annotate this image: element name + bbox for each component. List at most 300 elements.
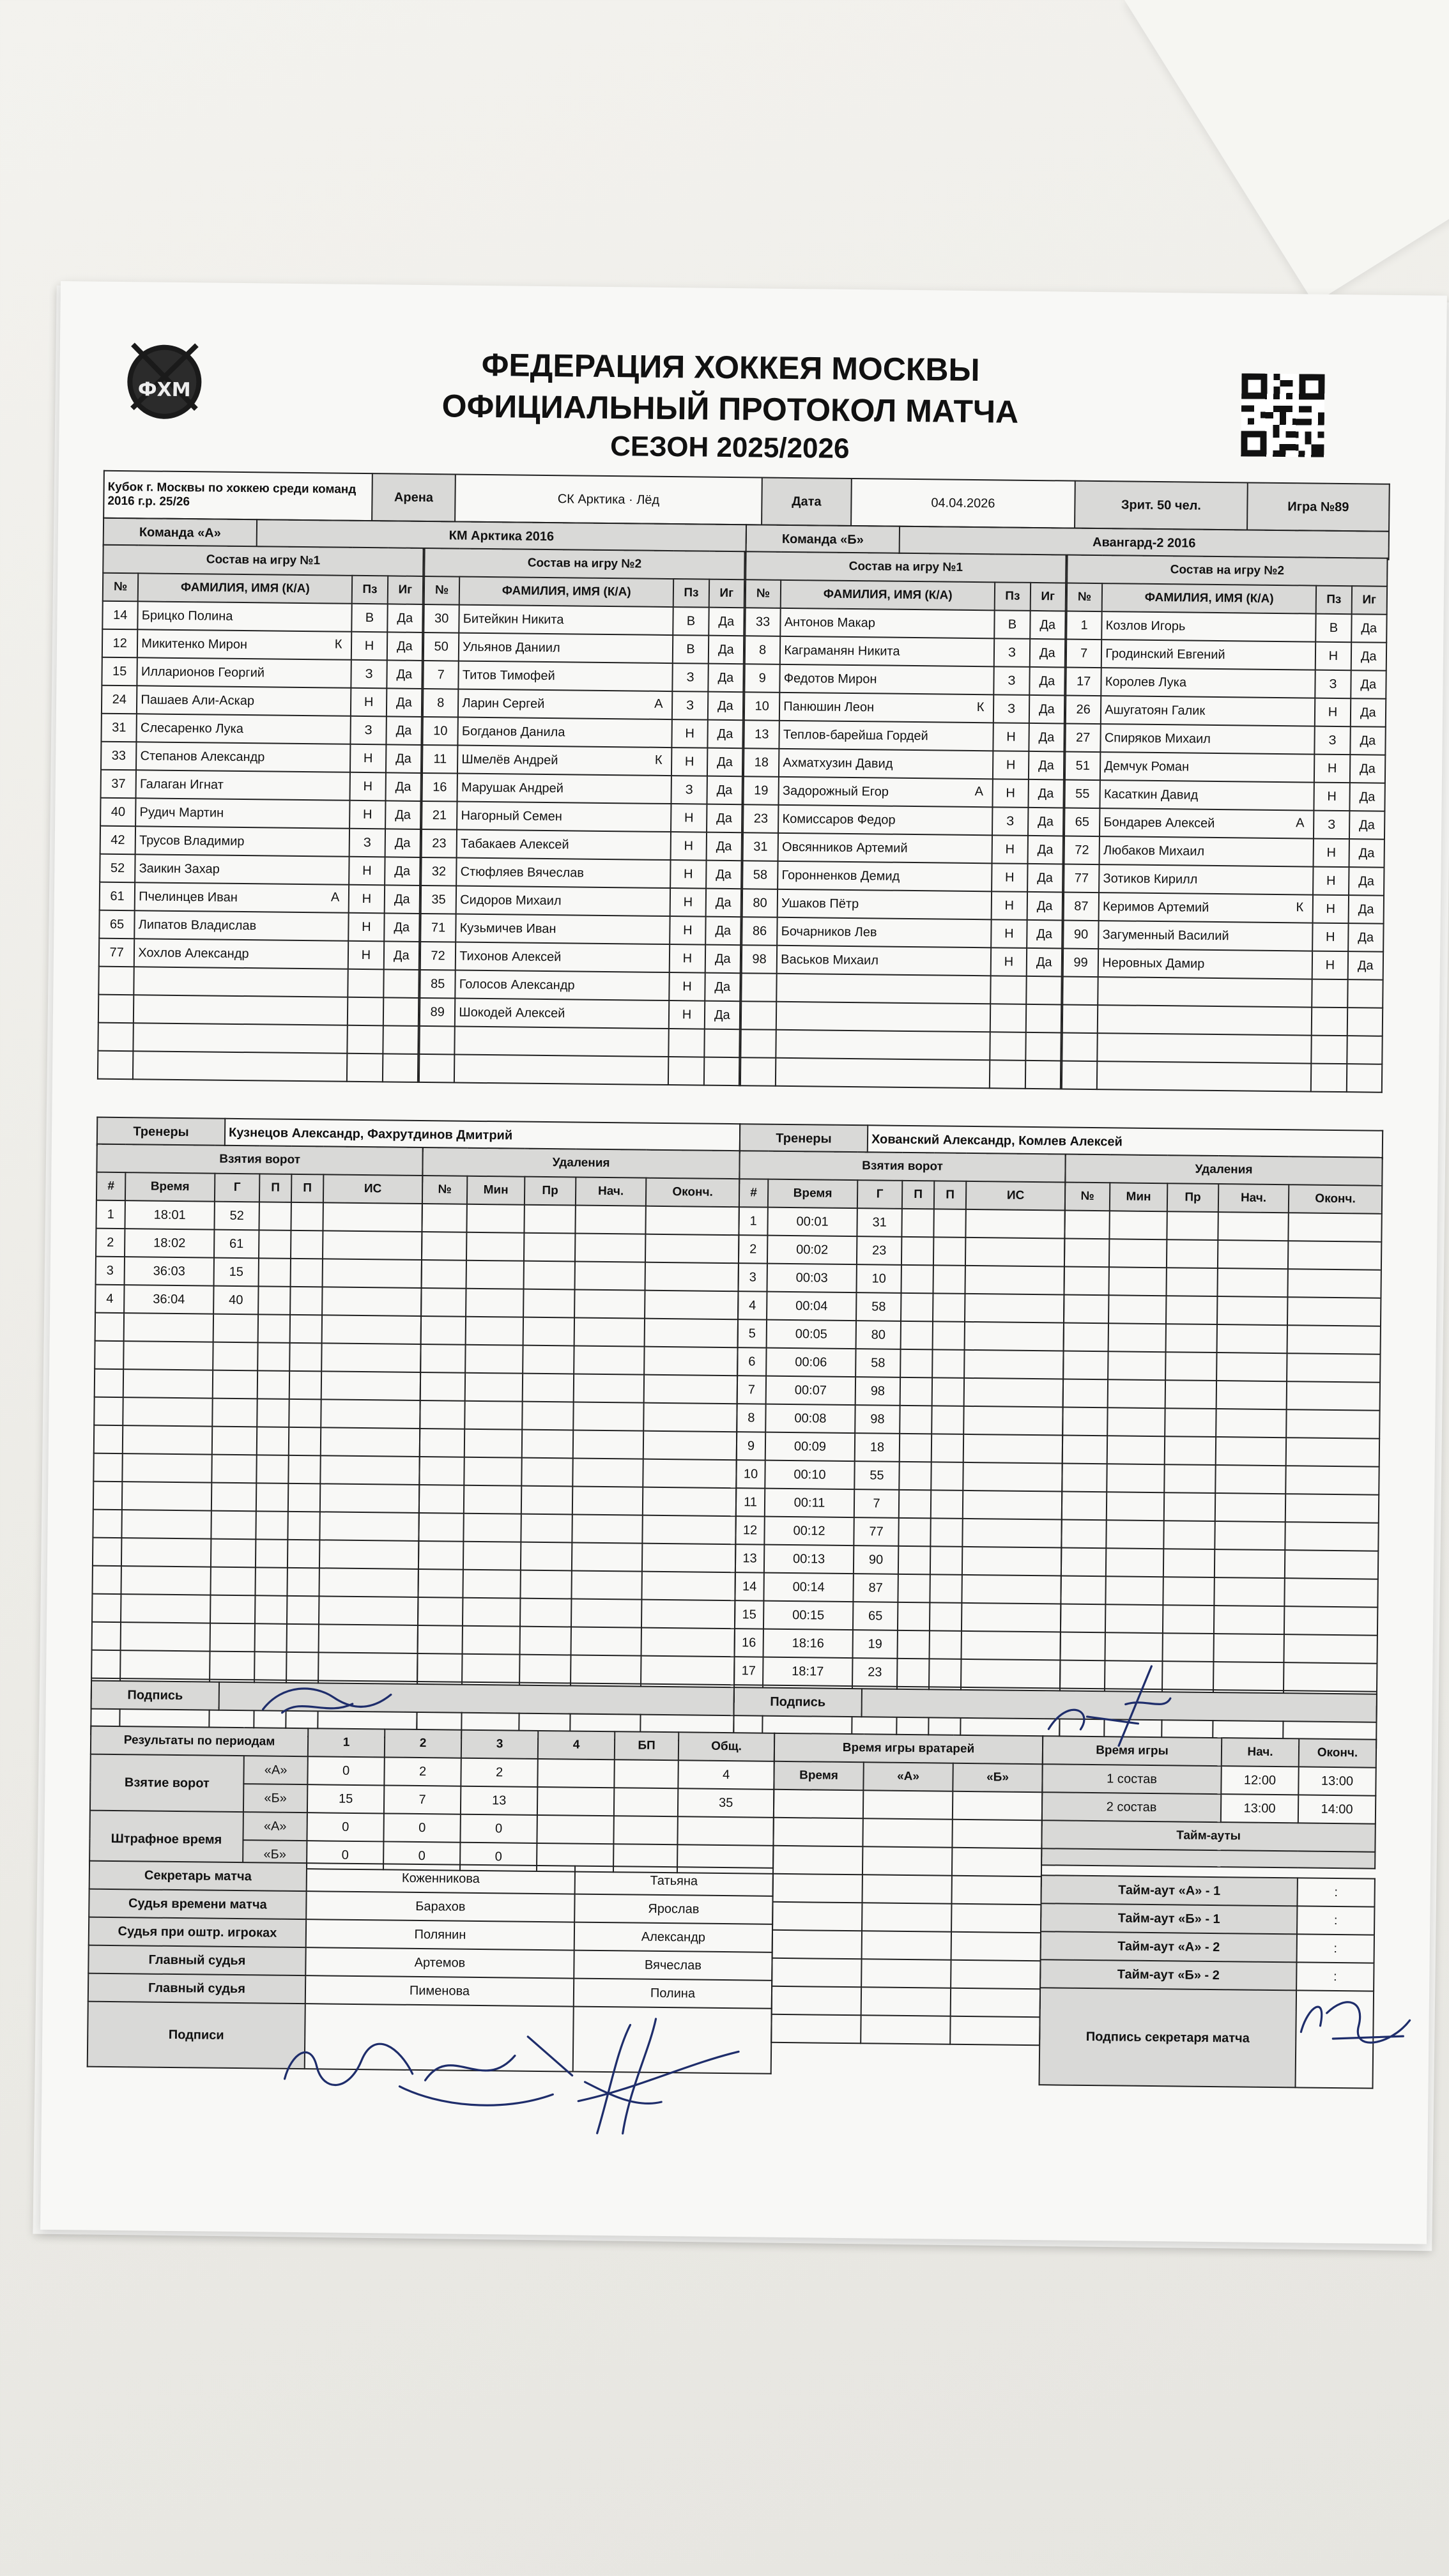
player-name-cell	[138, 601, 353, 632]
penalty-row	[418, 1569, 735, 1600]
official-surname: Коженникова	[307, 1863, 575, 1894]
goal-row	[93, 1538, 418, 1569]
player-number: 11	[422, 745, 458, 774]
goal-time: 00:14	[763, 1573, 853, 1602]
goals-col-header: #	[739, 1179, 768, 1207]
start-col: Нач.	[1222, 1738, 1299, 1767]
player-plays: Да	[1351, 642, 1386, 671]
player-name-cell	[454, 1055, 669, 1085]
player-name: Стюфляев Вячеслав	[460, 864, 585, 880]
goals-col-header: ИС	[966, 1181, 1065, 1211]
player-name: Бондарев Алексей	[1103, 815, 1215, 831]
roster-row	[421, 857, 741, 889]
player-number: 16	[422, 773, 458, 802]
player-number: 35	[421, 885, 457, 914]
player-plays: Да	[385, 772, 421, 801]
player-position: Н	[349, 857, 385, 885]
roster-row	[743, 804, 1063, 836]
player-plays: Да	[1348, 895, 1384, 924]
player-number	[740, 1057, 776, 1086]
penalty-row	[421, 1288, 738, 1319]
player-plays: Да	[1027, 920, 1062, 949]
player-number: 61	[100, 882, 135, 911]
player-name-cell	[136, 770, 351, 801]
goal-scorer: 7	[854, 1489, 899, 1518]
player-name: Рудич Мартин	[139, 804, 224, 820]
penalty-row	[421, 1316, 738, 1347]
goal-number: 16	[735, 1629, 763, 1657]
player-plays: Да	[1351, 614, 1387, 643]
team-a-goals	[90, 1144, 424, 1738]
player-name-cell	[135, 854, 349, 885]
player-number	[98, 967, 134, 995]
goals-col-header: Время	[768, 1179, 857, 1208]
official-name: Александр	[574, 1922, 772, 1952]
sign-label: Подпись	[734, 1687, 862, 1717]
player-name-cell	[1101, 611, 1316, 642]
player-number: 37	[101, 770, 137, 799]
roster-col-header: ФАМИЛИЯ, ИМЯ (К/А)	[138, 573, 353, 604]
player-number: 21	[422, 801, 457, 830]
penalty-row	[1064, 1295, 1381, 1326]
player-number	[741, 973, 777, 1002]
goal-number: 2	[96, 1229, 125, 1257]
player-position: З	[671, 776, 707, 804]
roster-title: Состав на игру №2	[1067, 555, 1387, 586]
player-position: Н	[670, 860, 706, 889]
goal-time: 00:03	[767, 1264, 856, 1292]
player-number	[1062, 976, 1098, 1005]
team-b-label: Команда «Б»	[746, 525, 900, 555]
player-name-cell	[457, 746, 672, 776]
roster-row	[99, 939, 419, 970]
goals-b-total: 35	[678, 1788, 774, 1818]
roster-row	[98, 967, 418, 998]
player-position: Н	[351, 688, 387, 717]
player-number: 18	[744, 748, 779, 777]
roster-col-header: Пз	[673, 579, 709, 608]
roster-row	[744, 748, 1064, 779]
player-position: Н	[350, 744, 386, 773]
goal-number: 15	[735, 1600, 763, 1629]
goal-number: 11	[736, 1488, 765, 1516]
player-number: 31	[743, 832, 779, 861]
roster-col-header: ФАМИЛИЯ, ИМЯ (К/А)	[459, 577, 674, 608]
gk-time-col: Время	[774, 1761, 863, 1790]
player-name: Галаган Игнат	[139, 776, 224, 792]
player-name: Пчелинцев Иван	[139, 889, 238, 905]
roster-row	[1064, 892, 1384, 923]
player-position: Н	[1314, 839, 1349, 868]
goal-row	[739, 1235, 1064, 1266]
player-name: Ашугатоян Галик	[1105, 702, 1206, 718]
gk-a-col: «А»	[863, 1762, 953, 1791]
goal-number: 1	[739, 1207, 767, 1235]
roster-row	[101, 714, 421, 745]
gk-b-col: «Б»	[953, 1763, 1042, 1792]
player-plays: Да	[1349, 783, 1385, 811]
player-number: 86	[742, 917, 778, 946]
player-plays: Да	[1028, 779, 1064, 808]
player-name-cell	[779, 721, 994, 751]
penalty-row	[1061, 1576, 1377, 1607]
player-position	[1312, 1008, 1347, 1036]
goal-row	[93, 1453, 419, 1485]
gk-row	[772, 1986, 1040, 2017]
federation-title: ФЕДЕРАЦИЯ ХОККЕЯ МОСКВЫ	[481, 346, 980, 388]
penalties-col-header: Оконч.	[1289, 1184, 1382, 1214]
period-2-header: 2	[385, 1729, 461, 1758]
goal-row	[735, 1516, 1061, 1547]
row-b-label: «Б»	[243, 1784, 307, 1813]
protocol-sheet	[40, 281, 1447, 2244]
player-name: Кузьмичев Иван	[459, 921, 556, 936]
player-plays: Да	[708, 692, 744, 721]
player-name-cell	[779, 693, 994, 723]
player-number	[98, 1023, 134, 1052]
end-col: Оконч.	[1299, 1738, 1376, 1767]
player-plays: Да	[1350, 726, 1386, 755]
roster-row	[1064, 864, 1384, 895]
penalties-col-header: Мин	[467, 1176, 525, 1205]
roster-row	[420, 998, 740, 1029]
player-name: Ушаков Пётр	[781, 896, 859, 911]
player-number: 72	[1064, 836, 1100, 864]
player-position: Н	[669, 1000, 705, 1029]
goal-number: 8	[737, 1404, 765, 1432]
goal-number: 12	[735, 1516, 764, 1544]
player-plays	[1026, 976, 1062, 1005]
goal-row	[737, 1376, 1063, 1407]
roster-row	[744, 692, 1064, 723]
player-plays: Да	[385, 829, 420, 857]
official-role: Секретарь матча	[89, 1861, 307, 1892]
roster-col-header: Иг	[1351, 586, 1387, 615]
player-position	[991, 976, 1027, 1004]
player-position: В	[995, 610, 1031, 639]
player-number: 51	[1065, 752, 1101, 781]
player-name: Хохлов Александр	[138, 945, 249, 961]
penalties-title: Удаления	[1065, 1154, 1382, 1186]
player-plays: Да	[1027, 892, 1062, 921]
player-name-cell	[134, 939, 349, 969]
row-a-label: «А»	[243, 1756, 307, 1784]
player-number: 72	[420, 942, 456, 970]
player-position: З	[994, 638, 1030, 667]
goals-row-label: Взятие ворот	[90, 1754, 244, 1813]
period-1-header: 1	[308, 1728, 385, 1757]
gk-row	[772, 1902, 1041, 1933]
player-position: Н	[349, 885, 385, 914]
penalty-row	[420, 1344, 737, 1376]
roster-row	[1062, 1032, 1382, 1064]
game-number: Игра №89	[1247, 482, 1390, 531]
team-b-name: Авангард-2 2016	[900, 526, 1389, 560]
player-number	[1062, 1061, 1098, 1089]
arena-label: Арена	[372, 473, 456, 521]
roster-row	[422, 717, 742, 748]
goal-time: 00:05	[767, 1320, 856, 1349]
player-name: Слесаренко Лука	[140, 720, 244, 736]
goal-row	[96, 1257, 422, 1288]
player-name-cell	[133, 1051, 348, 1082]
roster-row	[100, 854, 420, 885]
player-plays	[383, 1054, 418, 1082]
player-name-cell	[778, 889, 992, 920]
player-plays: Да	[1349, 811, 1385, 839]
official-role: Судья времени матча	[89, 1889, 306, 1920]
player-position	[1311, 1064, 1347, 1092]
player-name: Зотиков Кирилл	[1103, 871, 1198, 887]
player-name-cell	[776, 1030, 991, 1061]
player-name-cell	[456, 942, 670, 973]
goals-col-header: ИС	[323, 1174, 422, 1204]
player-name: Пашаев Али-Аскар	[141, 692, 255, 708]
penalty-row	[417, 1653, 734, 1685]
player-plays	[1346, 1064, 1382, 1092]
roster-row	[1065, 724, 1385, 755]
player-position: З	[351, 716, 387, 745]
player-name: Каграманян Никита	[784, 643, 900, 659]
roster-row	[743, 832, 1063, 864]
player-name-cell	[1098, 949, 1313, 979]
lineup-1-label: 1 состав	[1042, 1764, 1221, 1794]
roster-col-header: ФАМИЛИЯ, ИМЯ (К/А)	[781, 580, 995, 611]
player-number: 85	[420, 970, 456, 999]
player-plays: Да	[385, 801, 421, 829]
player-position: В	[1316, 614, 1352, 643]
goal-row	[93, 1482, 419, 1513]
player-plays: Да	[704, 1001, 740, 1030]
player-name-cell	[456, 970, 670, 1001]
player-name: Заикин Захар	[139, 861, 220, 877]
goal-time: 36:04	[124, 1285, 213, 1314]
season-title: СЕЗОН 2025/2026	[610, 431, 850, 464]
coaches-names: Хованский Александр, Комлев Алексей	[868, 1125, 1383, 1158]
player-plays: Да	[387, 660, 422, 689]
player-plays	[1025, 1004, 1061, 1033]
penalty-row	[418, 1597, 735, 1629]
roster-row	[422, 801, 742, 832]
timeout-row	[1041, 1875, 1374, 1906]
player-name-cell	[134, 995, 348, 1025]
player-number	[98, 1051, 134, 1080]
official-role: Главный судья	[88, 1974, 305, 2004]
player-name-cell	[458, 689, 673, 720]
player-plays: Да	[705, 973, 740, 1002]
lineup-2-label: 2 состав	[1042, 1792, 1221, 1822]
player-name: Касаткин Давид	[1103, 786, 1199, 802]
team-b-signature	[1042, 1659, 1196, 1750]
player-position: З	[1314, 811, 1349, 839]
roster-row	[1063, 948, 1383, 979]
goal-time: 00:08	[765, 1404, 855, 1433]
roster-row	[1066, 611, 1386, 643]
player-plays: Да	[385, 857, 420, 885]
goal-number: 9	[737, 1432, 765, 1460]
roster-row	[101, 742, 421, 773]
player-number	[741, 1001, 777, 1030]
player-number: 1	[1066, 611, 1102, 640]
roster-row	[743, 776, 1063, 808]
goals-a-p2: 2	[384, 1757, 461, 1786]
player-number	[1062, 1004, 1098, 1033]
player-name: Демчук Роман	[1104, 758, 1190, 774]
protocol-title: ОФИЦИАЛЬНЫЙ ПРОТОКОЛ МАТЧА	[441, 388, 1019, 430]
player-plays: Да	[707, 804, 742, 833]
background-paper	[1124, 0, 1449, 303]
referee-2-signature	[559, 2011, 752, 2141]
roster-col-header: Иг	[709, 579, 744, 608]
player-position: Н	[993, 751, 1029, 779]
goals-b-p3: 13	[461, 1786, 537, 1815]
goal-row	[96, 1200, 422, 1232]
penalty-row	[1064, 1267, 1381, 1298]
player-position: Н	[992, 835, 1028, 864]
goal-number: 4	[738, 1291, 767, 1319]
roster-row	[102, 657, 422, 689]
player-name-cell	[778, 833, 993, 864]
player-number: 26	[1066, 696, 1101, 724]
penalties-col-header: Оконч.	[646, 1178, 739, 1208]
coaches-label: Тренеры	[97, 1117, 225, 1147]
penalty-row	[1064, 1239, 1381, 1270]
player-position: З	[351, 660, 387, 689]
penalty-row	[419, 1485, 736, 1516]
player-position: Н	[992, 891, 1027, 920]
player-position	[348, 969, 384, 998]
goal-row	[92, 1566, 418, 1597]
roster-col-header: Иг	[387, 576, 423, 604]
gk-title: Время игры вратарей	[774, 1733, 1043, 1764]
player-plays	[1347, 1036, 1383, 1064]
goal-time: 00:01	[767, 1208, 857, 1236]
timeout-row	[1041, 1931, 1374, 1963]
player-number: 55	[1064, 780, 1100, 809]
player-plays: Да	[387, 604, 423, 632]
player-name-cell	[1100, 808, 1314, 839]
official-surname: Артемов	[305, 1947, 574, 1978]
player-number: 14	[102, 601, 138, 630]
player-name: Ульянов Даниил	[463, 640, 560, 655]
player-name-cell	[779, 749, 993, 779]
gk-row	[772, 1874, 1041, 1905]
player-name-cell	[459, 661, 673, 692]
secretary-signature	[1288, 1981, 1416, 2052]
player-name: Шмелёв Андрей	[461, 752, 558, 767]
player-name-cell	[134, 1023, 348, 1054]
roster-row	[741, 1001, 1061, 1032]
captain-mark: К	[334, 637, 342, 652]
player-name: Бочарников Лев	[781, 924, 877, 939]
player-name-cell	[455, 1027, 670, 1057]
gk-row	[774, 1790, 1042, 1820]
roster-row	[740, 1029, 1061, 1061]
spectators-value: Зрит. 50 чел.	[1075, 481, 1248, 530]
player-position	[348, 1025, 383, 1054]
penalty-row	[1063, 1379, 1380, 1411]
goals-col-header: П	[934, 1181, 966, 1209]
player-position: З	[672, 691, 708, 720]
penalty-row	[418, 1541, 735, 1572]
player-name-cell	[1098, 1005, 1312, 1036]
player-plays: Да	[707, 748, 743, 777]
goals-a-total: 4	[678, 1760, 774, 1790]
player-position: В	[673, 635, 709, 664]
team-b-goals	[733, 1150, 1066, 1745]
player-plays: Да	[707, 720, 743, 749]
player-position: Н	[350, 772, 386, 801]
goals-col-header: П	[259, 1174, 291, 1202]
period-results-table	[89, 1726, 775, 1874]
player-number: 8	[745, 636, 781, 664]
goal-row	[737, 1347, 1063, 1379]
pim-a-p2: 0	[383, 1813, 460, 1842]
captain-mark: А	[974, 785, 984, 799]
player-position: Н	[671, 832, 707, 861]
goal-time: 18:17	[763, 1657, 852, 1686]
player-name: Брицко Полина	[141, 608, 233, 624]
penalty-row	[1063, 1351, 1380, 1383]
player-position: З	[1315, 726, 1351, 755]
period-3-header: 3	[461, 1730, 538, 1759]
captain-mark: А	[1296, 816, 1305, 831]
goal-row	[735, 1544, 1061, 1575]
goal-scorer: 52	[214, 1202, 259, 1230]
lineup-1-end: 13:00	[1298, 1767, 1376, 1795]
player-position: Н	[349, 801, 385, 829]
official-name: Вячеслав	[574, 1951, 772, 1981]
player-number: 77	[99, 939, 135, 967]
goal-number: 13	[735, 1544, 764, 1572]
player-name-cell	[456, 858, 671, 889]
player-plays	[383, 969, 419, 998]
player-name: Трусов Владимир	[139, 832, 245, 848]
player-name: Сидоров Михаил	[460, 893, 562, 908]
goal-scorer: 61	[214, 1230, 259, 1259]
player-name-cell	[1101, 696, 1315, 726]
official-name: Полина	[574, 1979, 772, 2009]
goal-row	[96, 1229, 422, 1260]
penalty-row	[1062, 1407, 1379, 1439]
player-plays: Да	[709, 608, 744, 636]
player-name: Теплов-барейша Гордей	[783, 727, 928, 743]
player-number: 23	[422, 829, 457, 858]
roster-col-header: Иг	[1030, 583, 1066, 611]
goals-col-header: #	[96, 1172, 125, 1200]
player-number: 40	[100, 798, 136, 827]
player-name: Козлов Игорь	[1105, 618, 1186, 633]
date-value: 04.04.2026	[851, 479, 1075, 528]
player-position	[347, 1054, 383, 1082]
player-number: 50	[424, 632, 459, 661]
goal-number: 10	[736, 1460, 765, 1488]
goal-row	[739, 1263, 1064, 1294]
official-surname: Барахов	[306, 1891, 574, 1922]
roster-row	[422, 829, 742, 861]
player-name: Липатов Владислав	[138, 917, 257, 933]
goal-time: 18:02	[125, 1229, 214, 1257]
player-name-cell	[1098, 1033, 1312, 1064]
player-name-cell	[456, 914, 670, 945]
timeout-value: :	[1297, 1906, 1374, 1935]
game-time-title: Время игры	[1043, 1736, 1222, 1766]
player-position: Н	[670, 888, 706, 917]
player-name-cell	[134, 967, 349, 997]
goal-row	[94, 1425, 420, 1457]
pim-a-p3: 0	[460, 1814, 537, 1843]
player-position	[990, 1004, 1026, 1032]
